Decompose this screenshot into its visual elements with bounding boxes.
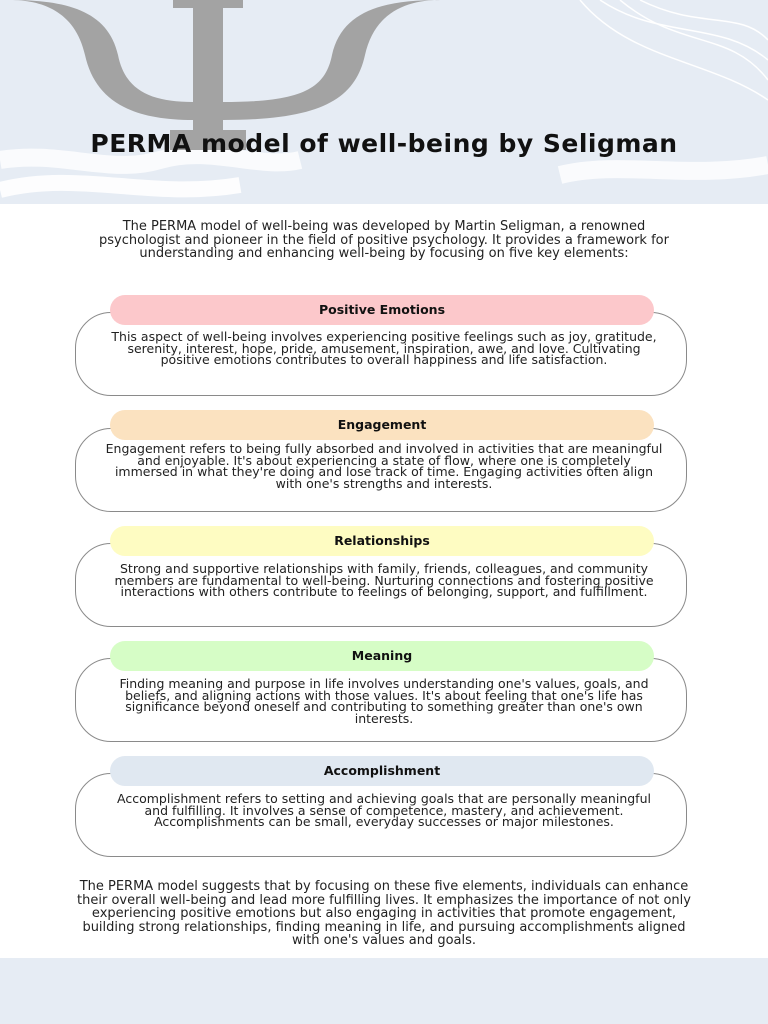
positive-emotions-description: This aspect of well-being involves experiencing positive feelings such as joy, gratitude, serenity, interest, hope, pride, amusement, inspiration, awe, and love. Cultivating positive emotions contributes to overall happiness and life satisfaction. bbox=[111, 329, 657, 367]
intro-paragraph: The PERMA model of well-being was developed by Martin Seligman, a renowned psychologist and pioneer in the field of positive psychology. It provides a framework for understanding and enhancing well-being by focusing on five key elements: bbox=[99, 219, 669, 261]
accomplishment-description: Accomplishment refers to setting and achieving goals that are personally meaningful and fulfilling. It involves a sense of competence, mastery, and achievement. Accomplishments can be small, everyday successes or major milestones. bbox=[117, 791, 651, 829]
footer-background bbox=[0, 958, 768, 1024]
engagement-label: Engagement bbox=[110, 410, 654, 440]
closing-paragraph: The PERMA model suggests that by focusing on these five elements, individuals can enhance their overall well-being and lead more fulfilling lives. It emphasizes the importance of not only experiencing positive emotions but also engaging in activities that promote engagement, building strong relationships, finding meaning in life, and pursuing accomplishments aligned with one's values and goals. bbox=[77, 879, 691, 948]
relationships-description: Strong and supportive relationships with family, friends, colleagues, and community members are fundamental to well-being. Nurturing connections and fostering positive interactions with others contribute to feelings of belonging, support, and fulfillment. bbox=[114, 561, 654, 599]
header-background bbox=[0, 0, 768, 204]
accomplishment-label: Accomplishment bbox=[110, 756, 654, 786]
engagement-description: Engagement refers to being fully absorbed and involved in activities that are meaningful and enjoyable. It's about experiencing a state of flow, where one is completely immersed in what they're doing and lose track of time. Engaging activities often align with one's strengths and interests. bbox=[105, 441, 663, 491]
meaning-label: Meaning bbox=[110, 641, 654, 671]
relationships-label: Relationships bbox=[110, 526, 654, 556]
positive-emotions-label: Positive Emotions bbox=[110, 295, 654, 325]
page-title: PERMA model of well-being by Seligman bbox=[90, 129, 678, 158]
meaning-description: Finding meaning and purpose in life involves understanding one's values, goals, and beliefs, and aligning actions with those values. It's about feeling that one's life has significance beyond oneself and contributing to something greater than one's own interests. bbox=[119, 676, 649, 726]
